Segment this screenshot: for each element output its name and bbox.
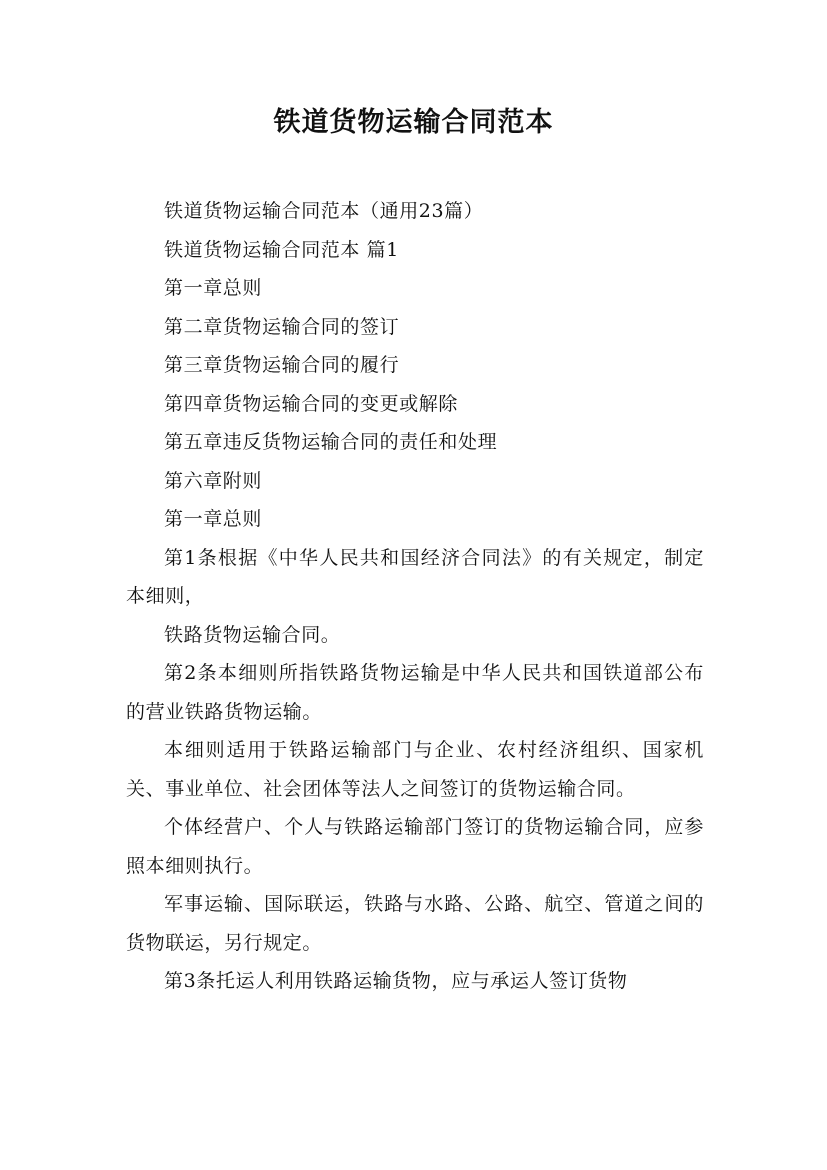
toc-chapter-3: 第三章货物运输合同的履行 [164,354,400,376]
toc-chapter-5: 第五章违反货物运输合同的责任和处理 [164,431,498,453]
document-title: 铁道货物运输合同范本 [273,107,554,138]
document-body [126,192,704,1001]
toc-chapter-6: 第六章附则 [164,469,263,492]
article-2-individuals: 个体经营户、个人与铁路运输部门签订的货物运输合同，应参照本细则执行。 [126,816,704,877]
article-2-scope: 本细则适用于铁路运输部门与企业、农村经济组织、国家机关、事业单位、社会团体等法人之间签订的货物运输合同。 [126,739,704,800]
article-2-exclusions: 军事运输、国际联运，铁路与水路、公路、航空、管道之间的货物联运，另行规定。 [126,893,704,954]
toc-chapter-1: 第一章总则 [164,277,263,299]
article-1: 第1条根据《中华人民共和国经济合同法》的有关规定，制定本细则， [126,546,704,607]
paragraph-section-heading: 铁道货物运输合同范本 篇1 [164,238,399,261]
article-3: 第3条托运人利用铁路运输货物，应与承运人签订货物 [164,970,628,992]
article-2: 第2条本细则所指铁路货物运输是中华人民共和国铁道部公布的营业铁路货物运输。 [126,662,704,723]
paragraph-intro: 铁道货物运输合同范本（通用23篇） [164,200,484,222]
toc-chapter-2: 第二章货物运输合同的签订 [164,315,400,338]
chapter-1-heading: 第一章总则 [164,508,263,530]
article-1-continued: 铁路货物运输合同。 [164,623,341,646]
toc-chapter-4: 第四章货物运输合同的变更或解除 [164,392,459,415]
